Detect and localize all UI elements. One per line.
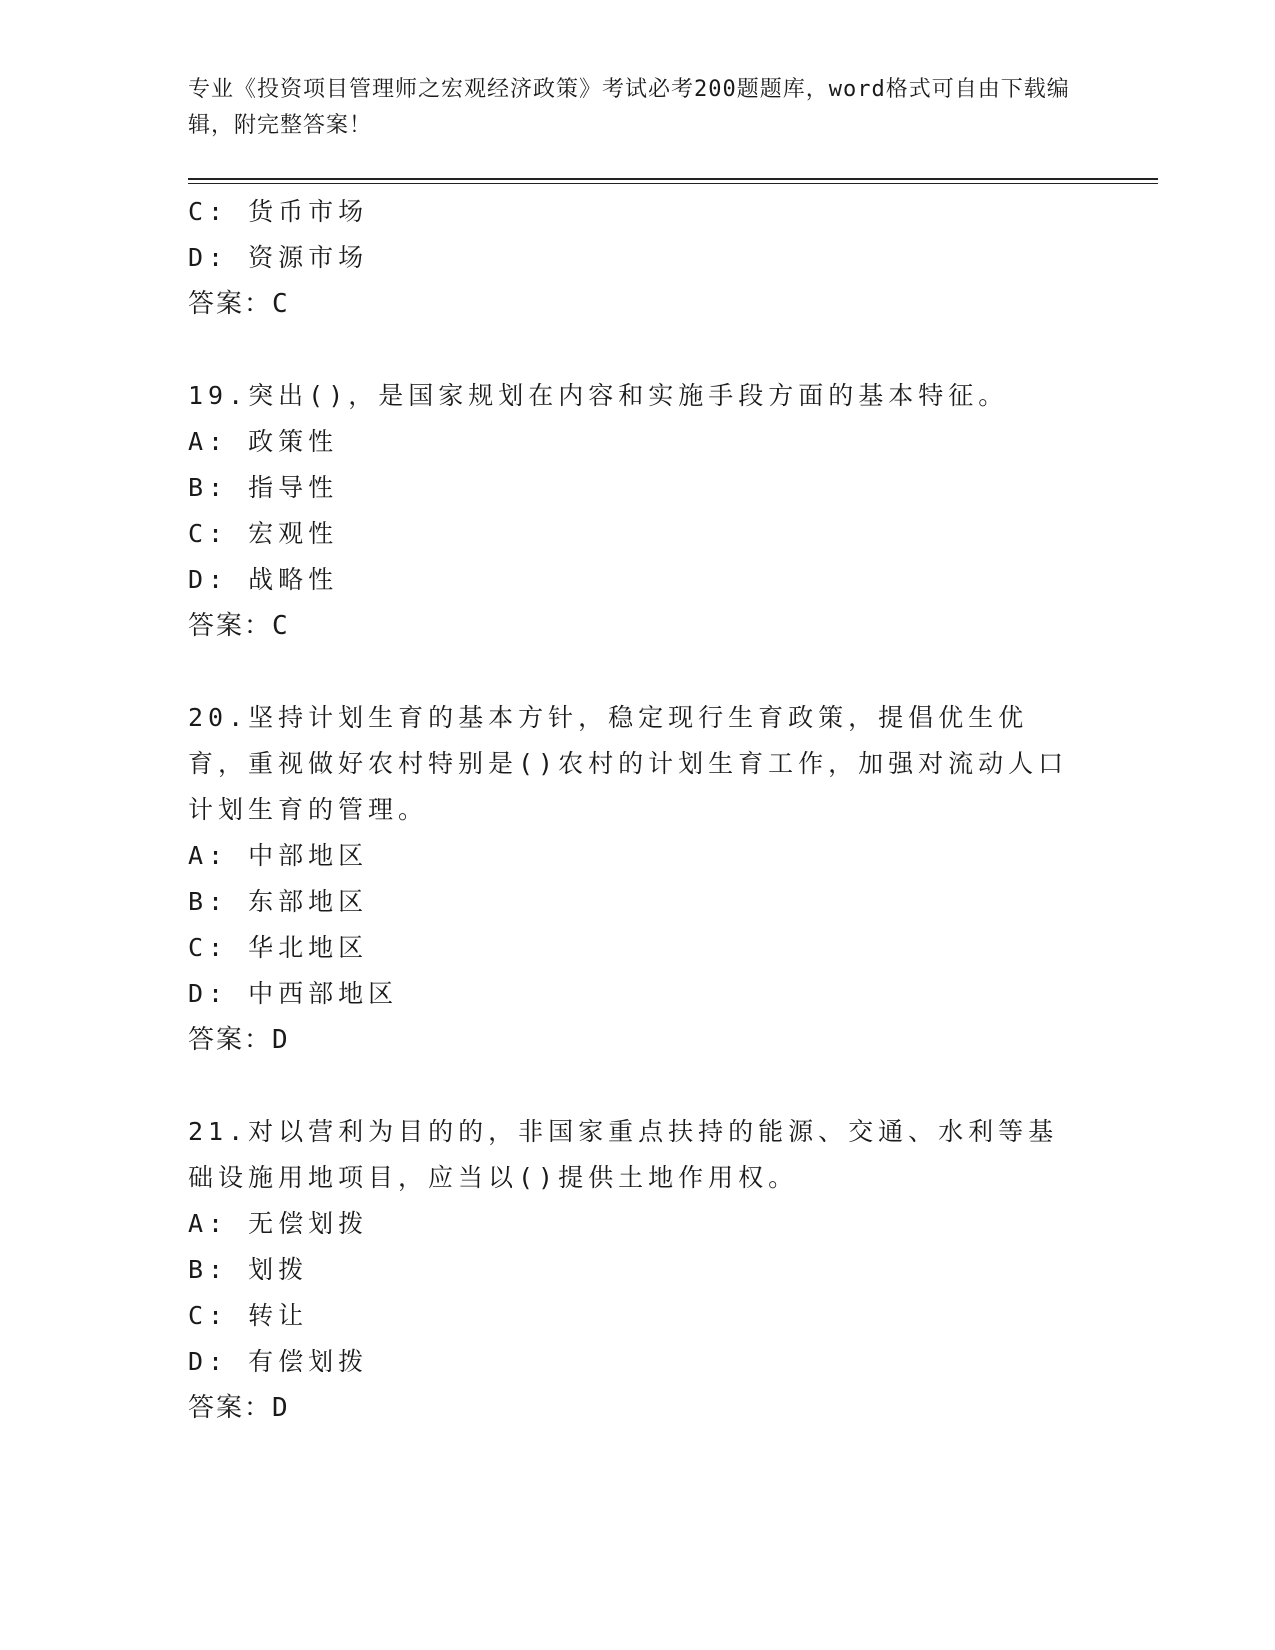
header-divider-thick <box>188 178 1158 180</box>
header-divider-thin <box>188 183 1158 184</box>
option-d: D: 有偿划拨 <box>188 1347 369 1376</box>
option-c: C: 宏观性 <box>188 519 339 548</box>
question-text: 19.突出()，是国家规划在内容和实施手段方面的基本特征。 <box>188 381 1009 410</box>
option-b: B: 指导性 <box>188 473 339 502</box>
option-a: A: 政策性 <box>188 427 339 456</box>
option-b: B: 东部地区 <box>188 887 369 916</box>
question-text: 20.坚持计划生育的基本方针，稳定现行生育政策，提倡优生优育，重视做好农村特别是()农村的计划生育工作，加强对流动人口计划生育的管理。 <box>188 703 1069 824</box>
question-19 <box>188 373 1088 649</box>
question-list <box>188 189 1088 1431</box>
question-20 <box>188 695 1088 1063</box>
answer-line: 答案：D <box>188 1025 290 1055</box>
option-c: C: 货币市场 <box>188 197 369 226</box>
question-21 <box>188 1109 1088 1431</box>
option-c: C: 华北地区 <box>188 933 369 962</box>
option-a: A: 中部地区 <box>188 841 369 870</box>
option-d: D: 战略性 <box>188 565 339 594</box>
option-b: B: 划拨 <box>188 1255 309 1284</box>
question-text: 21.对以营利为目的的，非国家重点扶持的能源、交通、水利等基础设施用地项目，应当以()提供土地作用权。 <box>188 1117 1059 1192</box>
option-a: A: 无偿划拨 <box>188 1209 369 1238</box>
answer-line: 答案：C <box>188 611 290 641</box>
option-d: D: 中西部地区 <box>188 979 399 1008</box>
option-d: D: 资源市场 <box>188 243 369 272</box>
document-header: 专业《投资项目管理师之宏观经济政策》考试必考200题题库，word格式可自由下载编辑，附完整答案！ <box>188 77 1070 138</box>
question-18-tail <box>188 189 1088 327</box>
answer-line: 答案：D <box>188 1393 290 1423</box>
option-c: C: 转让 <box>188 1301 309 1330</box>
answer-line: 答案：C <box>188 289 290 319</box>
